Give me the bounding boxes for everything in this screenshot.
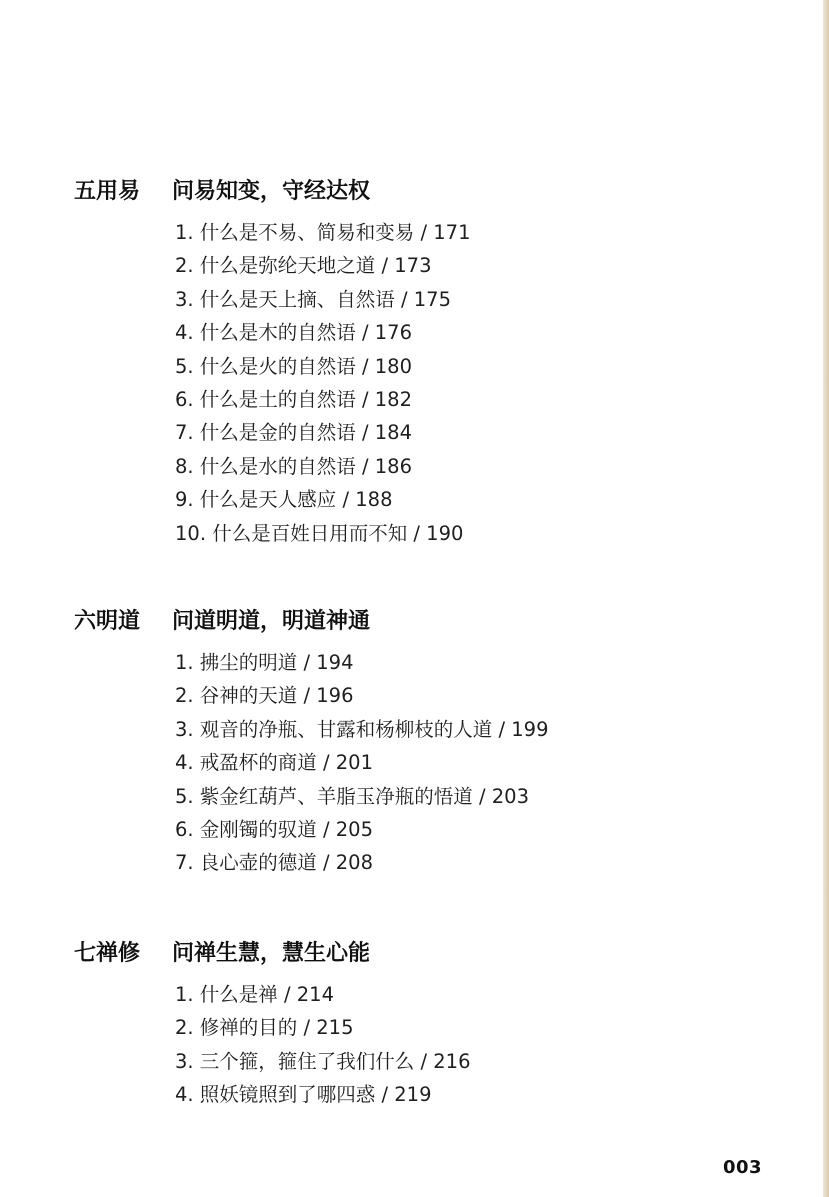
toc-entry-label: 4. 照妖镜照到了哪四惑 / 219 xyxy=(175,1083,432,1107)
toc-entry[interactable] xyxy=(175,813,549,846)
page-edge xyxy=(823,0,829,1197)
toc-entry-label: 3. 什么是天上摘、自然语 / 175 xyxy=(175,287,451,311)
toc-entry-label: 10. 什么是百姓日用而不知 / 190 xyxy=(175,521,464,545)
section-title: 问易知变，守经达权 xyxy=(172,178,371,204)
toc-entry-label: 6. 金刚镯的驭道 / 205 xyxy=(175,817,373,841)
section-heading xyxy=(74,604,370,638)
toc-entry[interactable] xyxy=(175,483,471,516)
toc-entry[interactable] xyxy=(175,450,471,483)
section-title: 问禅生慧，慧生心能 xyxy=(172,940,371,966)
toc-entry[interactable] xyxy=(175,1078,471,1111)
toc-entry[interactable] xyxy=(175,249,471,282)
toc-entry-label: 4. 什么是木的自然语 / 176 xyxy=(175,321,412,345)
toc-entry-label: 2. 修禅的目的 / 215 xyxy=(175,1016,354,1040)
page-number: 003 xyxy=(723,1157,763,1178)
toc-entry[interactable] xyxy=(175,517,471,550)
toc-entry-label: 4. 戒盈杯的商道 / 201 xyxy=(175,751,373,775)
toc-entry-label: 9. 什么是天人感应 / 188 xyxy=(175,488,393,512)
toc-entry-label: 5. 紫金红葫芦、羊脂玉净瓶的悟道 / 203 xyxy=(175,784,529,808)
section-number: 五用易 xyxy=(74,178,141,204)
toc-entry-label: 2. 谷神的天道 / 196 xyxy=(175,684,354,708)
toc-entry[interactable] xyxy=(175,350,471,383)
toc-entry[interactable] xyxy=(175,646,549,679)
toc-entry-list xyxy=(175,978,471,1112)
toc-entry-list xyxy=(175,646,549,880)
toc-entry[interactable] xyxy=(175,846,549,879)
toc-entry-list xyxy=(175,216,471,550)
toc-entry-label: 1. 什么是禅 / 214 xyxy=(175,983,334,1006)
toc-entry-label: 7. 什么是金的自然语 / 184 xyxy=(175,421,412,445)
toc-entry-label: 3. 观音的净瓶、甘露和杨柳枝的人道 / 199 xyxy=(175,717,549,741)
section-title: 问道明道，明道神通 xyxy=(172,608,371,634)
toc-entry[interactable] xyxy=(175,216,471,249)
toc-entry[interactable] xyxy=(175,713,549,746)
toc-entry-label: 3. 三个箍，箍住了我们什么 / 216 xyxy=(175,1049,471,1073)
toc-entry[interactable] xyxy=(175,383,471,416)
section-number: 七禅修 xyxy=(74,940,141,966)
toc-entry[interactable] xyxy=(175,416,471,449)
toc-entry-label: 1. 拂尘的明道 / 194 xyxy=(175,651,354,674)
toc-entry[interactable] xyxy=(175,679,549,712)
toc-entry-label: 8. 什么是水的自然语 / 186 xyxy=(175,454,412,478)
toc-entry[interactable] xyxy=(175,746,549,779)
toc-entry-label: 7. 良心壶的德道 / 208 xyxy=(175,851,373,875)
section-number: 六明道 xyxy=(74,608,141,634)
toc-entry[interactable] xyxy=(175,780,549,813)
toc-entry-label: 1. 什么是不易、简易和变易 / 171 xyxy=(175,221,471,244)
section-heading xyxy=(74,174,370,208)
toc-entry[interactable] xyxy=(175,316,471,349)
toc-entry-label: 2. 什么是弥纶天地之道 / 173 xyxy=(175,254,432,278)
toc-entry[interactable] xyxy=(175,978,471,1011)
toc-entry[interactable] xyxy=(175,1045,471,1078)
toc-entry[interactable] xyxy=(175,283,471,316)
toc-entry-label: 6. 什么是土的自然语 / 182 xyxy=(175,387,412,411)
section-heading xyxy=(74,936,370,970)
toc-entry[interactable] xyxy=(175,1011,471,1044)
toc-entry-label: 5. 什么是火的自然语 / 180 xyxy=(175,354,412,378)
